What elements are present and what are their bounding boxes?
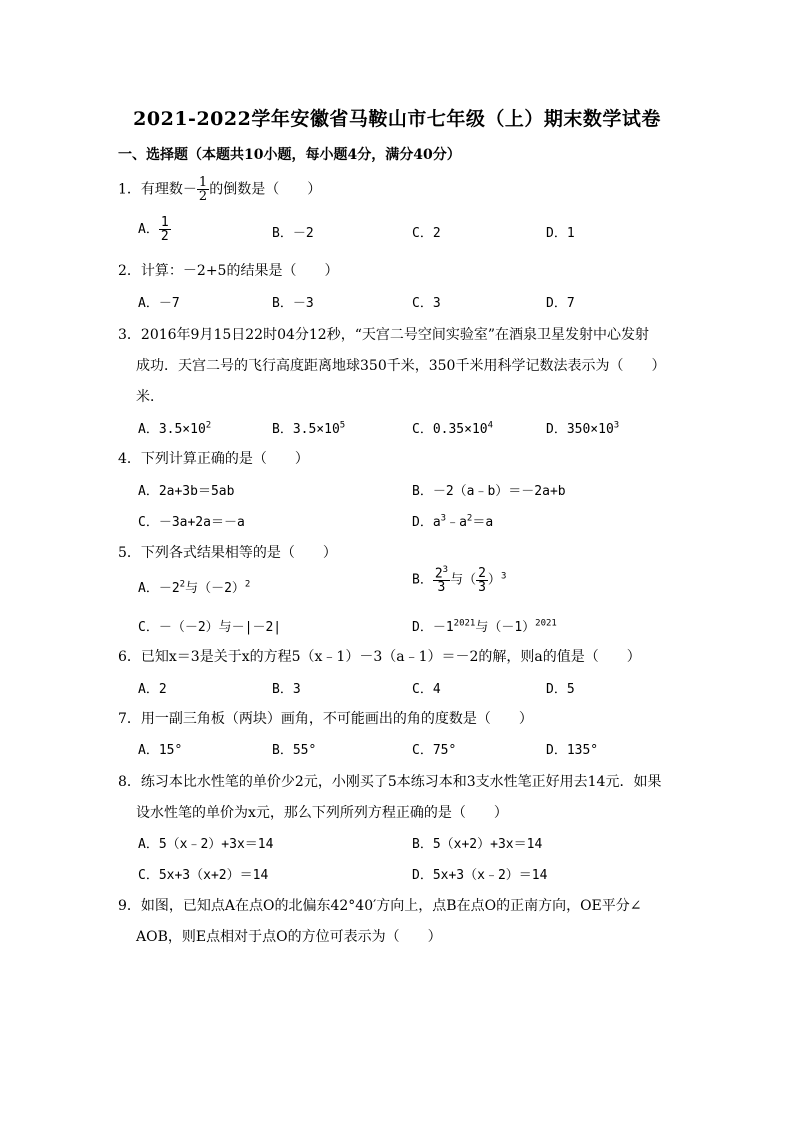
question-9-line-2: AOB，则E点相对于点O的方位可表示为（ ）: [136, 929, 442, 945]
q5-option-b: [412, 566, 506, 594]
question-1: [118, 176, 321, 203]
q6-option-a: A．2: [138, 682, 167, 697]
q8-option-b: B．5（x+2）+3x＝14: [412, 837, 543, 852]
q3-option-a: [138, 418, 211, 437]
q6-option-d: D．5: [546, 682, 575, 697]
q5-b-num2: 2: [478, 565, 486, 581]
q3-d-text: D．350×10: [546, 422, 614, 437]
q4-option-c: C．－3a+2a＝－a: [138, 515, 245, 530]
section-heading: 一、选择题（本题共10小题，每小题4分，满分40分）: [118, 147, 461, 163]
q5-b-mid: 与（: [450, 572, 477, 588]
q4-d-pre: D．a: [412, 515, 441, 530]
q1-option-d: D．1: [546, 226, 575, 241]
q3-b-exp: 5: [339, 420, 346, 431]
q6-option-b: B．3: [272, 682, 301, 697]
q5-d-exp1: 2021: [453, 618, 476, 629]
question-3-line-1: 3．2016年9月15日22时04分12秒，“天宫二号空间实验室”在酒泉卫星发射中心发射: [118, 327, 650, 343]
question-5: 5．下列各式结果相等的是（ ）: [118, 545, 337, 561]
q4-option-d: [412, 511, 493, 530]
q4-d-post: ＝a: [472, 515, 494, 530]
q7-option-d: D．135°: [546, 743, 599, 758]
question-8-line-1: 8．练习本比水性笔的单价少2元，小刚买了5本练习本和3支水性笔正好用去14元．如果: [118, 774, 662, 790]
q5-option-d: [412, 616, 557, 635]
q3-a-exp: 2: [205, 420, 212, 431]
question-6: 6．已知x＝3是关于x的方程5（x﹣1）－3（a﹣1）＝－2的解，则a的值是（ ）: [118, 649, 641, 665]
q2-option-d: D．7: [546, 296, 575, 311]
q5-b-fraction-2: [476, 567, 488, 594]
q5-b-num-exp: 3: [442, 565, 449, 575]
q5-b-fraction-1: [433, 566, 450, 594]
q3-c-text: C．0.35×10: [412, 422, 488, 437]
q5-a-exp2: 2: [244, 579, 251, 590]
q1-prefix: 1．有理数－: [118, 181, 197, 198]
q3-a-text: A．3.5×10: [138, 422, 206, 437]
q4-d-exp2: 2: [466, 513, 473, 524]
q4-d-exp1: 3: [440, 513, 447, 524]
q1-frac-den: 2: [198, 189, 208, 204]
q2-option-b: B．－3: [272, 296, 314, 311]
q5-d-pre: D．－1: [412, 620, 454, 635]
q1-option-b: B．－2: [272, 226, 314, 241]
q2-option-c: C．3: [412, 296, 441, 311]
q5-b-num: [433, 566, 450, 580]
q5-a-pre: A．－2: [138, 581, 180, 596]
q1-fraction: [197, 176, 209, 203]
q8-option-d: D．5x+3（x﹣2）＝14: [412, 868, 548, 883]
q5-b-num-base: 2: [434, 566, 443, 582]
q8-option-a: A．5（x﹣2）+3x＝14: [138, 837, 274, 852]
q5-a-mid: 与（－2）: [185, 581, 245, 596]
q7-option-b: B．55°: [272, 743, 317, 758]
q5-b-post: ）: [487, 572, 501, 588]
q5-b-exp: 3: [500, 571, 507, 582]
q3-option-c: [412, 418, 493, 437]
q7-option-c: C．75°: [412, 743, 457, 758]
q5-b-den2: 3: [478, 579, 486, 595]
q6-option-c: C．4: [412, 682, 441, 697]
question-2: 2．计算：－2+5的结果是（ ）: [118, 263, 339, 279]
q5-d-mid: 与（－1）: [475, 620, 536, 635]
q1-a-label: A．: [138, 222, 159, 237]
q3-b-text: B．3.5×10: [272, 422, 340, 437]
q5-option-a: [138, 577, 250, 596]
q5-b-label: B．: [412, 572, 433, 588]
q1-a-num: 1: [160, 215, 169, 230]
q1-option-c: C．2: [412, 226, 441, 241]
q2-option-a: A．－7: [138, 296, 180, 311]
q7-option-a: A．15°: [138, 743, 183, 758]
q3-option-b: [272, 418, 345, 437]
q5-d-exp2: 2021: [535, 618, 557, 629]
q1-a-fraction: [159, 216, 171, 243]
q1-suffix: 的倒数是（ ）: [209, 181, 322, 198]
question-9-line-1: 9．如图，已知点A在点O的北偏东42°40′方向上，点B在点O的正南方向，OE平分∠: [118, 898, 642, 914]
q3-c-exp: 4: [487, 420, 494, 431]
question-3-line-2: 成功．天宫二号的飞行高度距离地球350千米，350千米用科学记数法表示为（ ）: [136, 358, 666, 374]
q1-frac-num: 1: [198, 175, 208, 190]
page-title: 2021-2022学年安徽省马鞍山市七年级（上）期末数学试卷: [133, 108, 661, 130]
q5-a-exp1: 2: [179, 579, 186, 590]
q3-option-d: [546, 418, 619, 437]
q4-option-a: A．2a+3b＝5ab: [138, 484, 235, 499]
q4-option-b: B．－2（a﹣b）＝－2a+b: [412, 484, 566, 499]
q3-d-exp: 3: [613, 420, 620, 431]
q8-option-c: C．5x+3（x+2）＝14: [138, 868, 269, 883]
question-4: 4．下列计算正确的是（ ）: [118, 451, 309, 467]
q4-d-mid: ﹣a: [446, 515, 467, 530]
q1-a-den: 2: [160, 229, 169, 244]
q5-option-c: C．－（－2）与－|－2|: [138, 620, 282, 635]
q1-option-a: [138, 216, 171, 243]
question-3-line-3: 米．: [136, 389, 164, 405]
question-8-line-2: 设水性笔的单价为x元，那么下列所列方程正确的是（ ）: [136, 805, 508, 821]
q5-b-den: 3: [433, 580, 450, 594]
question-7: 7．用一副三角板（两块）画角，不可能画出的角的度数是（ ）: [118, 711, 533, 727]
